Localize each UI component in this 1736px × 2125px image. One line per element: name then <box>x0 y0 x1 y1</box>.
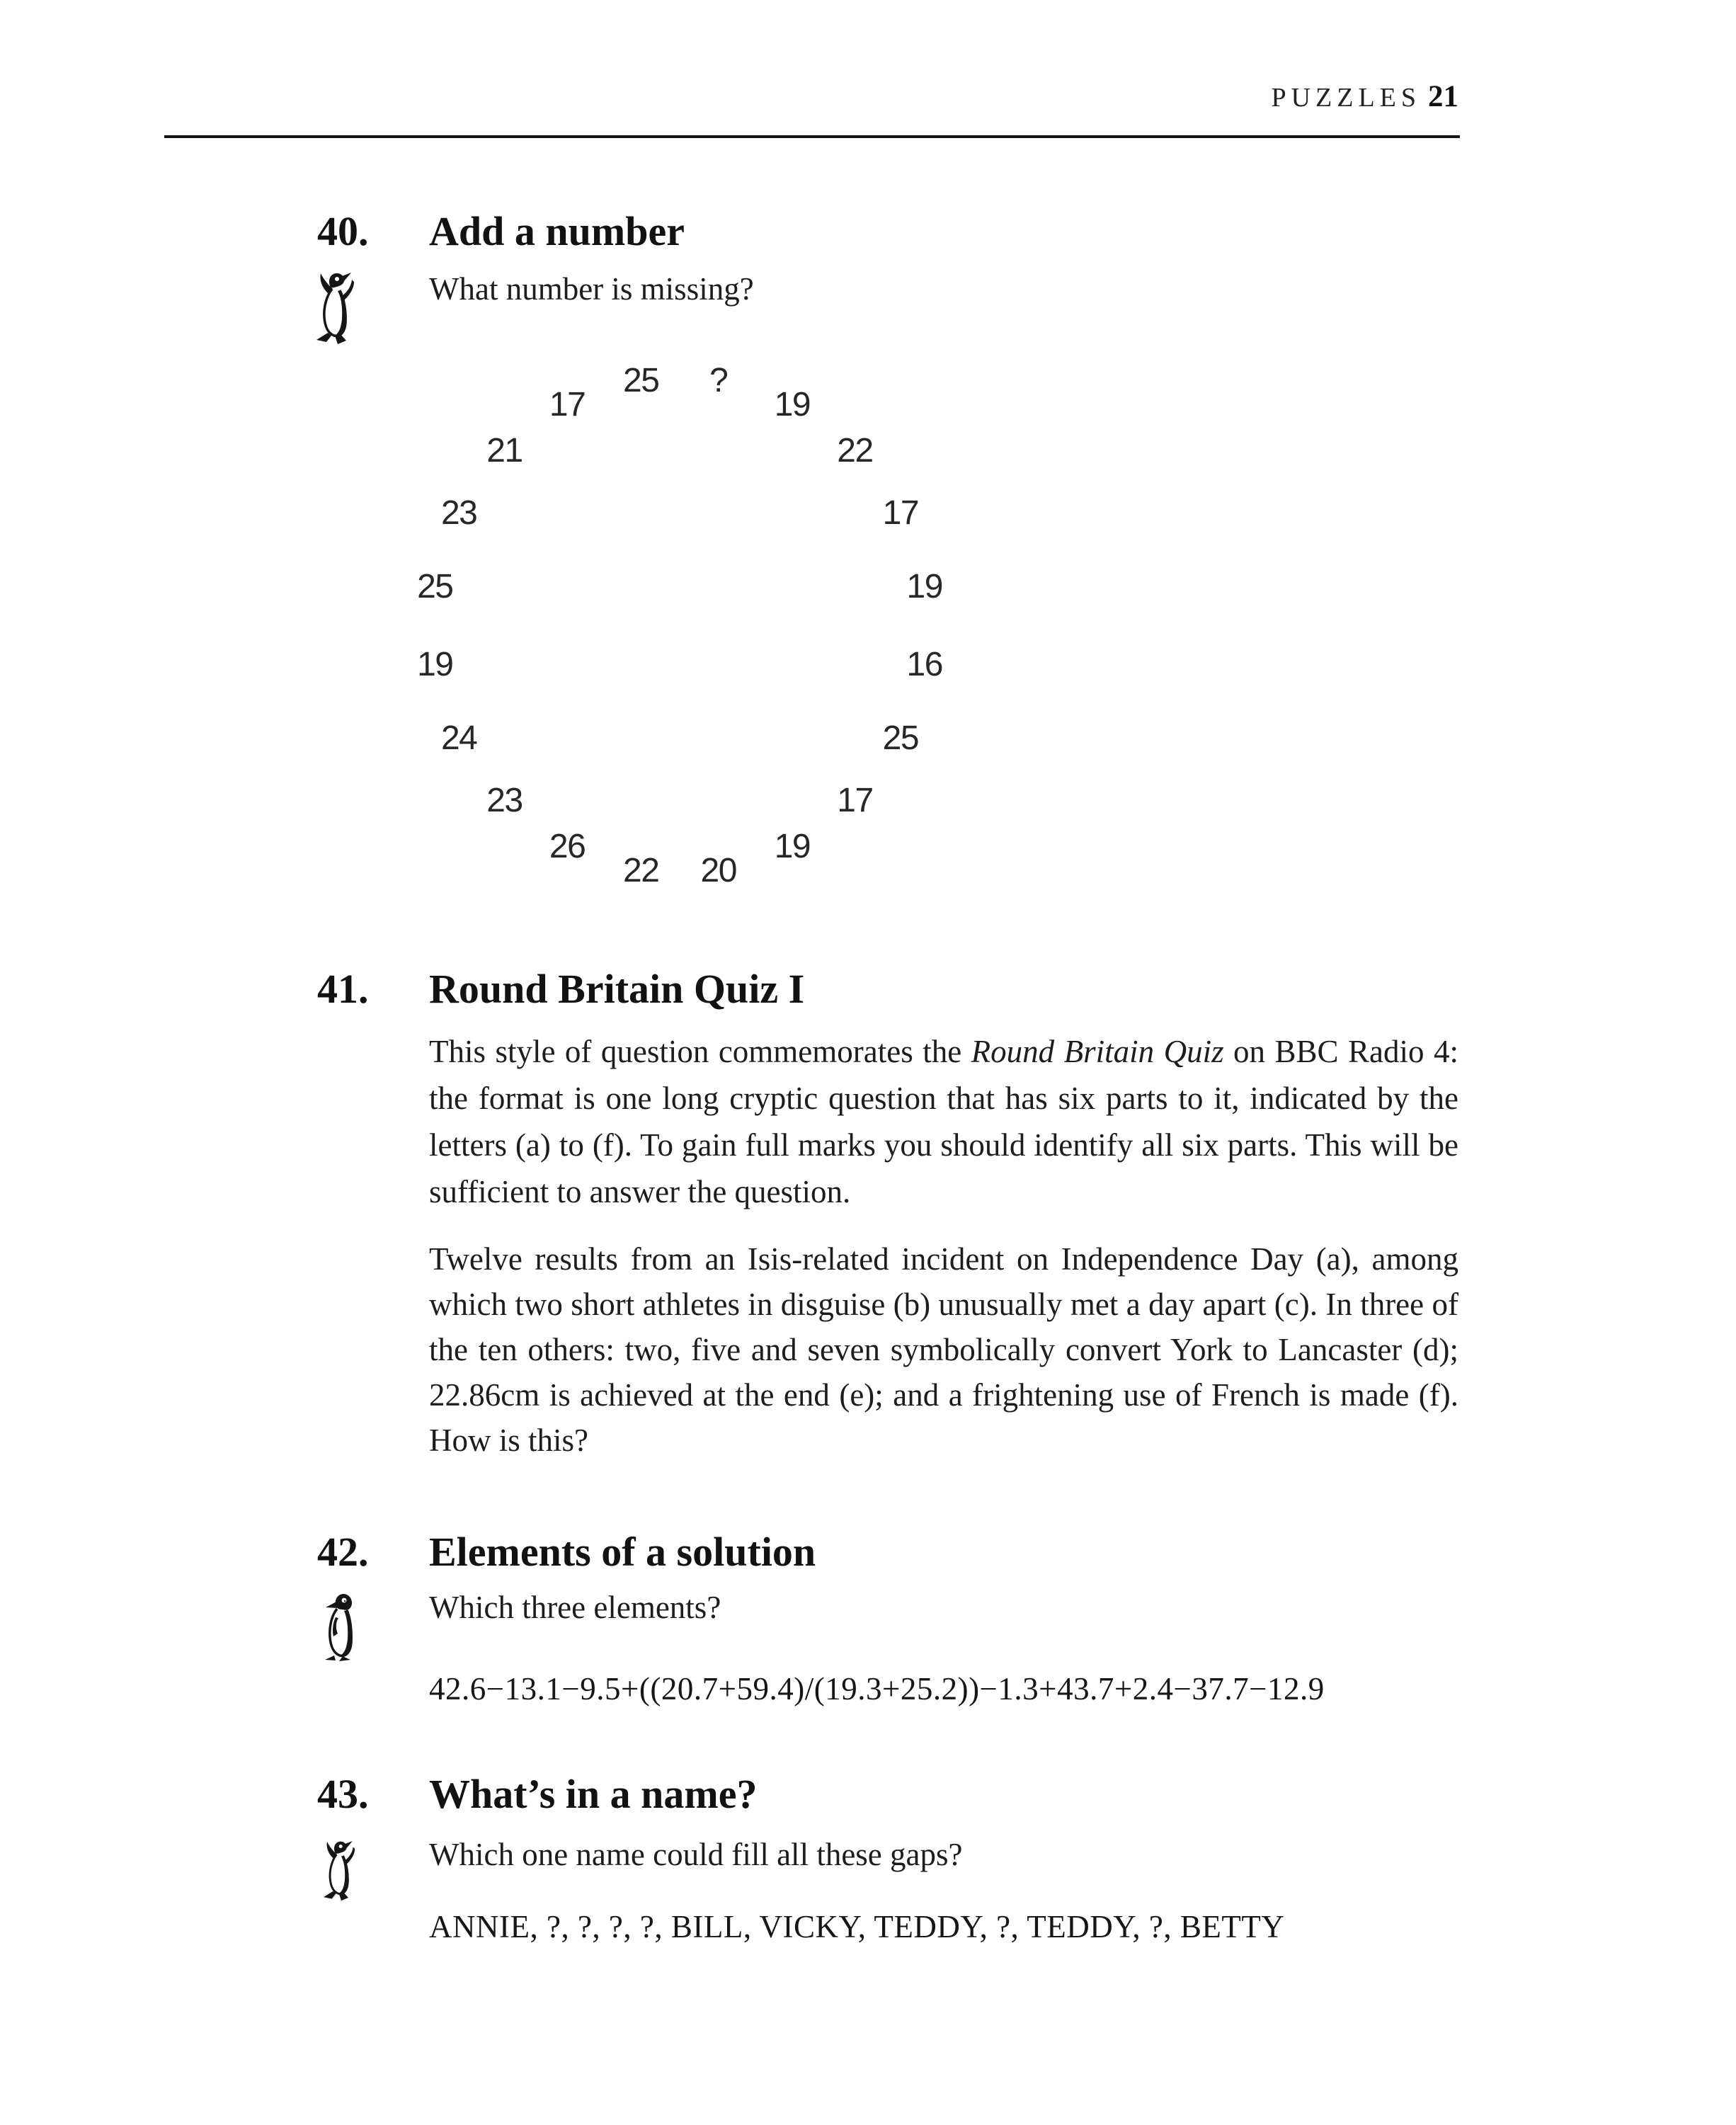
para1-post: on BBC Radio 4: the format is one long cryptic question that has six parts to it, indicated by the letters (a) to (f). To gain full marks you should identify all six parts. This will be sufficient to answer the question. <box>429 1034 1458 1209</box>
ring-number: 19 <box>417 645 453 683</box>
para1-italic-title: Round Britain Quiz <box>971 1034 1224 1069</box>
ring-number: 17 <box>549 386 586 424</box>
ring-number: 19 <box>774 386 811 424</box>
puzzle-43-number: 43. <box>317 1771 369 1817</box>
number-ring <box>396 343 963 909</box>
ring-number: 26 <box>549 827 586 865</box>
para1-pre: This style of question commemorates the <box>429 1034 971 1069</box>
puzzle-43-prompt: Which one name could fill all these gaps? <box>429 1837 963 1872</box>
ring-number: 22 <box>837 431 873 469</box>
puzzle-40-number: 40. <box>317 208 369 254</box>
ring-missing-value: ? <box>709 362 728 400</box>
ring-number: 19 <box>774 827 811 865</box>
puzzle-42-expression: 42.6−13.1−9.5+((20.7+59.4)/(19.3+25.2))−1.3+43.7+2.4−37.7−12.9 <box>429 1671 1325 1707</box>
ring-number: 25 <box>417 568 453 606</box>
puzzle-41-paragraph-1 <box>429 1028 1458 1215</box>
ring-number: 17 <box>837 782 873 820</box>
penguin-dancing-icon <box>312 272 355 346</box>
puzzle-42-number: 42. <box>317 1529 369 1575</box>
puzzle-40-title: Add a number <box>429 208 685 254</box>
ring-number: 25 <box>882 719 919 757</box>
header-page-number: 21 <box>1428 80 1458 113</box>
puzzle-41-paragraph-2: Twelve results from an Isis-related incident on Independence Day (a), among which two short athletes in disguise (b) unusually met a day apart (c). In three of the ten others: two, five and seven symbolically convert York to Lancaster (d); 22.86cm is achieved at the end (e); and a frightening use of French is made (f). How is this? <box>429 1241 1458 1458</box>
puzzle-43-title: What’s in a name? <box>429 1771 758 1817</box>
running-header <box>1271 79 1458 114</box>
puzzle-40-prompt: What number is missing? <box>429 271 754 307</box>
ring-number: 22 <box>623 851 659 889</box>
puzzle-41-number: 41. <box>317 966 369 1012</box>
ring-number: 23 <box>440 494 477 532</box>
puzzle-42-title: Elements of a solution <box>429 1529 816 1575</box>
ring-number: 17 <box>882 494 919 532</box>
ring-number: 19 <box>906 568 942 606</box>
header-section-label: PUZZLES <box>1271 83 1421 113</box>
puzzle-41-title: Round Britain Quiz I <box>429 966 805 1012</box>
ring-number: 23 <box>486 782 522 820</box>
ring-number: 21 <box>486 431 522 469</box>
ring-number: 25 <box>623 362 659 400</box>
puzzle-43-names: ANNIE, ?, ?, ?, ?, BILL, VICKY, TEDDY, ?, TEDDY, ?, BETTY <box>429 1909 1285 1944</box>
puzzle-42-prompt: Which three elements? <box>429 1590 721 1625</box>
penguin-dancing-icon <box>320 1835 355 1907</box>
penguin-standing-icon <box>318 1592 362 1663</box>
ring-number: 24 <box>440 719 477 757</box>
ring-number: 16 <box>906 645 942 683</box>
header-rule <box>164 135 1460 138</box>
ring-number: 20 <box>700 851 736 889</box>
